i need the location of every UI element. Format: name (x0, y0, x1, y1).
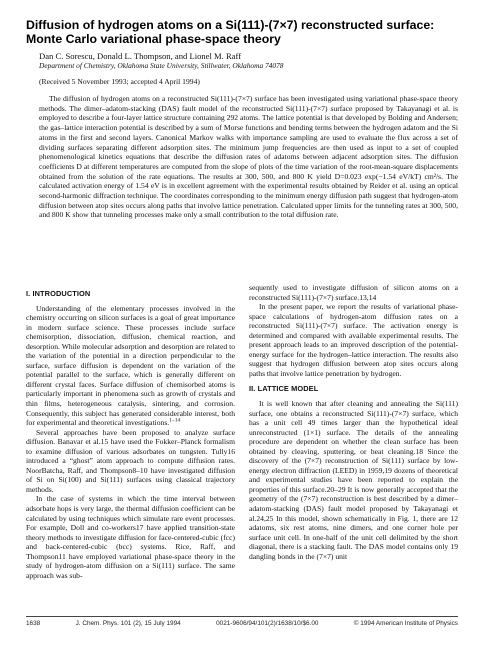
affiliation: Department of Chemistry, Oklahoma State University, Stillwater, Oklahoma 74078 (39, 61, 284, 70)
intro-paragraph-5: In the present paper, we report the results of variational phase-space calculations of hydrogen-atom diffusion rates on a reconstructed Si(111)-(7×7) surface. The activation energy is determined and compared with available experimental results. The present approach leads to an improved description of the potential-energy surface for the hydrogen–lattice interaction. The results also suggest that hydrogen diffusion between atop sites occurs along paths that involve lattice penetration by hydrogen. (249, 302, 458, 378)
page-number: 1638 (26, 620, 41, 627)
article-title (26, 18, 458, 46)
section-heading-lattice-model: II. LATTICE MODEL (249, 384, 319, 394)
abstract (39, 94, 458, 220)
intro-paragraph-2: Several approaches have been proposed to analyze surface diffusion. Banavar et al.15 have used the Fokker–Planck formalism to examine diffusion of various adsorbates on tungsten. Tully16 introduced a “ghost” atom approach to compute diffusion rates. NoorBatcha, Raff, and Thompson8–10 have investigated diffusion of Si on Si(100) and Si(111) surfaces using classical trajectory methods. (26, 427, 235, 494)
title-line-2: Monte Carlo variational phase-space theory (26, 32, 281, 46)
section-heading-introduction: I. INTRODUCTION (26, 289, 91, 298)
lattice-paragraph-1: It is well known that after cleaning and annealing the Si(111) surface, one obtains a reconstructed Si(111)-(7×7) surface, which has a unit cell 49 times larger than the hypothetical ideal unreconstructed (1×1) surface. The details of the annealing procedure are dependent on whether the clean surface has been obtained by cleaving, sputtering, or heat cleaning.18 Since the discovery of the (7×7) reconstruction of Si(111) surface by low-energy electron diffraction (LEED) in 1959,19 dozens of theoretical and experimental studies have been reported to explain the properties of this surface.20–29 It is now generally accepted that the geometry of the (7×7) reconstruction is best described by a dimer–adatom-stacking (DAS) fault model proposed by Takayanagi et al.24,25 In this model, shown schematically in Fig. 1, there are 12 adatoms, six rest atoms, nine dimers, and one corner hole per surface unit cell. In one-half of the unit cell delimited by the short diagonal, there is a stacking fault. The DAS model contains only 19 dangling bonds in the (7×7) unit (249, 399, 458, 561)
left-column (26, 283, 235, 580)
received-dates: (Received 5 November 1993; accepted 4 April 1994) (39, 77, 200, 86)
intro-paragraph-1 (26, 304, 235, 428)
right-column (249, 283, 458, 580)
intro-ref: 1–14 (169, 417, 181, 424)
article-header (26, 18, 458, 220)
intro-paragraph-1-text: Understanding of the elementary processes involved in the chemistry occurring on silicon surfaces is a goal of great importance in modern surface science. These processes include surface chemisorption, dissociation, diffusion, chemical reaction, and desorption. While molecular adsorption and desorption are related to the variation of the potential in a direction perpendicular to the surface, surface diffusion is dependent on the variation of the potential parallel to the surface, which is generally different on different crystal faces. Surface diffusion of chemisorbed atoms is particularly important in phenomena such as growth of crystals and thin films, heterogeneous catalysis, sintering, and corrosion. Consequently, this subject has generated considerable interest, both for experimental and theoretical investigations. (26, 303, 235, 428)
author-list: Dan C. Sorescu, Donald L. Thompson, and Lionel M. Raff (39, 51, 242, 61)
title-line-1: Diffusion of hydrogen atoms on a Si(111)-(7×7) reconstructed surface: (26, 18, 435, 32)
copyright: © 1994 American Institute of Physics (353, 620, 458, 627)
journal-citation: J. Chem. Phys. 101 (2), 15 July 1994 (75, 620, 181, 627)
article-code: 0021-9606/94/101(2)/1638/10/$6.00 (216, 620, 319, 627)
abstract-text: The diffusion of hydrogen atoms on a reconstructed Si(111)-(7×7) surface has been investigated using variational phase-space theory methods. The dimer–adatom-stacking (DAS) fault model of the reconstructed Si(111)-(7×7) surface proposed by Takayanagi et al. is employed to describe a four-layer lattice structure containing 292 atoms. The lattice potential is that developed by Bolding and Andersen; the gas–lattice interaction potential is described by a sum of Morse functions and bending terms between the hydrogen adatom and the Si atoms in the first and second layers. Canonical Markov walks with importance sampling are used to evaluate the flux across a set of dividing surfaces separating different adsorption sites. The minimum jump frequencies are then used as input to a set of coupled phenomenological kinetics equations that describe the diffusion rates of adatoms between adjacent adsorption sites. The diffusion coefficients D at different temperatures are computed from the slope of plots of the time variation of the root-mean-square displacements obtained from the solution of the rate equations. The results at 300, 500, and 800 K yield D=0.023 exp(−1.54 eV/kT) cm²/s. The calculated activation energy of 1.54 eV is in excellent agreement with the experimental results obtained by Reider et al. using an optical second-harmonic diffraction technique. The coordinates corresponding to the minimum energy diffusion path suggest that hydrogen-atom diffusion between atop sites occurs along paths that involve lattice penetration. Calculated upper limits for the tunneling rates at 300, 500, and 800 K show that tunneling processes make only a small contribution to the total diffusion rate. (39, 94, 458, 220)
page-footer (26, 616, 458, 627)
intro-paragraph-3: In the case of systems in which the time interval between adsorbate hops is very large, the thermal diffusion coefficient can be calculated by using techniques which simulate rare event processes. For example, Doll and co-workers17 have applied transition-state theory methods to investigate diffusion for face-centered-cubic (fcc) and back-centered-cubic (bcc) systems. Rice, Raff, and Thompson11 have employed variational phase-space theory in the study of hydrogen-atom diffusion on a Si(111) surface. The same approach was sub- (26, 494, 235, 580)
intro-paragraph-4: sequently used to investigate diffusion of silicon atoms on a reconstructed Si(111)-(7×7) surface.13,14 (249, 283, 458, 302)
body-columns (26, 283, 458, 580)
